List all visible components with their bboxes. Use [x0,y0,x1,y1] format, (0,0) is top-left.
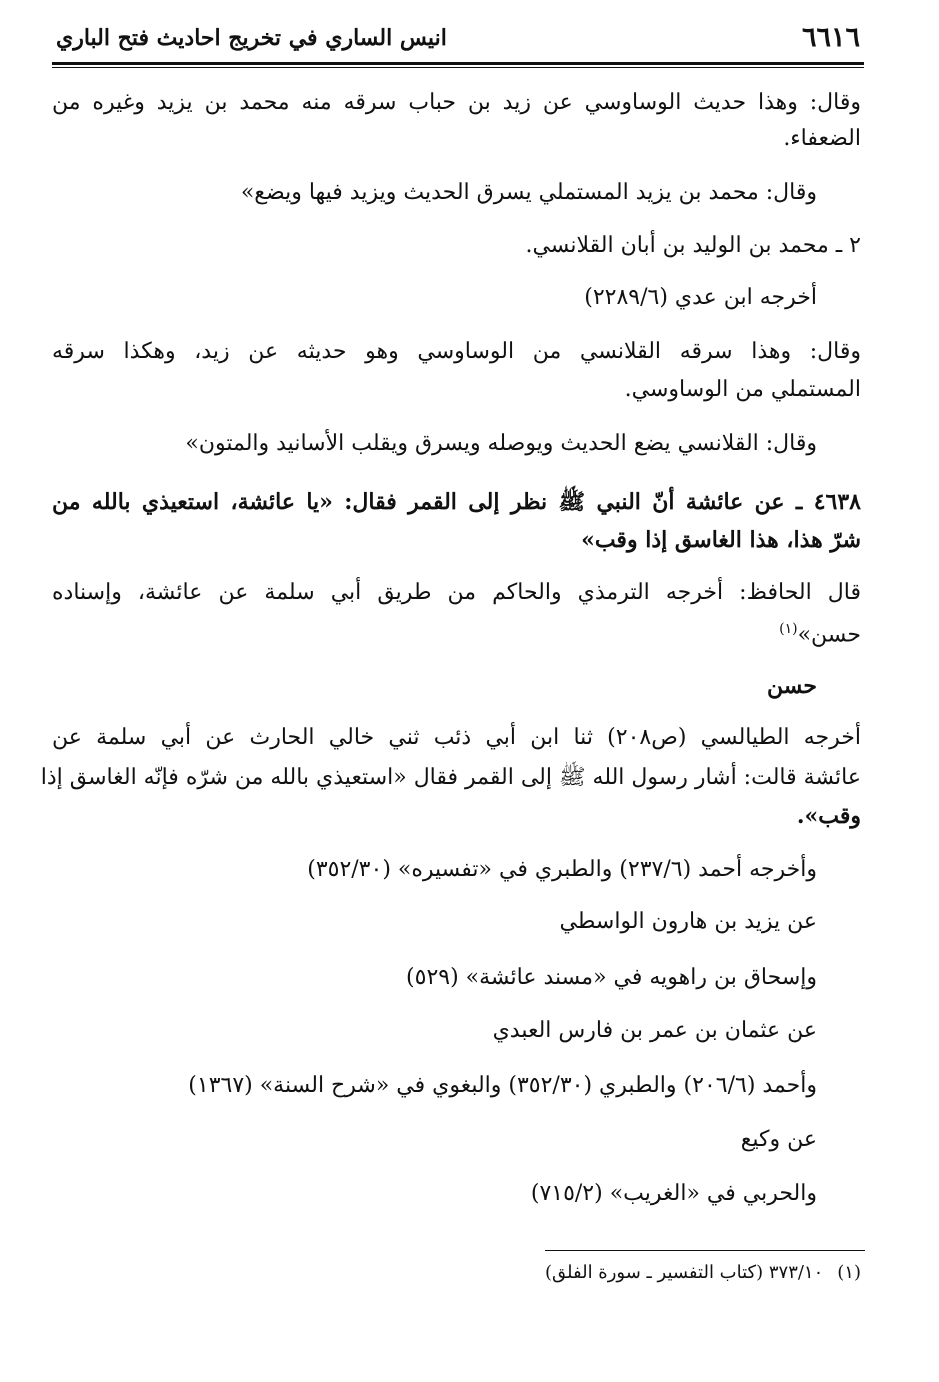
text-line: عن عثمان بن عمر بن فارس العبدي [492,1018,817,1043]
text-line: وأحمد (٢٠٦/٦) والطبري (٣٥٢/٣٠) والبغوي في «شرح السنة» (١٣٦٧) [188,1073,817,1098]
grade-heading: حسن [767,673,817,699]
text-line: وقال: وهذا حديث الوساوسي عن زيد بن حباب سرقه منه محمد بن يزيد وغيره من [52,90,861,115]
text-line: المستملي من الوساوسي. [624,377,861,402]
text-line: عائشة قالت: أشار رسول الله ﷺ إلى القمر فقال «استعيذي بالله من شرّه فإنّه الغاسق إذا [40,765,861,790]
list-entry: ٢ ـ محمد بن الوليد بن أبان القلانسي. [525,233,861,258]
hadith-text: شرّ هذا، هذا الغاسق إذا وقب» [581,527,861,553]
text-line: وقال: محمد بن يزيد المستملي يسرق الحديث ويزيد فيها ويضع» [240,180,817,205]
text-line: قال الحافظ: أخرجه الترمذي والحاكم من طريق أبي سلمة عن عائشة، وإسناده [52,580,861,605]
text-line: وقال: وهذا سرقه القلانسي من الوساوسي وهو حديثه عن زيد، وهكذا سرقه [52,339,861,364]
text-line: وقال: القلانسي يضع الحديث ويوصله ويسرق ويقلب الأسانيد والمتون» [185,431,817,456]
footnote-rule [545,1250,865,1251]
running-title: انيس الساري في تخريج احاديث فتح الباري [56,25,447,51]
text-line: وأخرجه أحمد (٢٣٧/٦) والطبري في «تفسيره» (٣٥٢/٣٠) [307,857,817,882]
footnote-text: ٣٧٣/١٠ (كتاب التفسير ـ سورة الفلق) [544,1262,824,1283]
hadith-text: ٤٦٣٨ ـ عن عائشة أنّ النبي ﷺ نظر إلى القمر فقال: «يا عائشة، استعيذي بالله من [52,489,861,515]
text-line: أخرجه الطيالسي (ص٢٠٨) ثنا ابن أبي ذئب ثني خالي الحارث عن أبي سلمة عن [52,725,861,750]
text-line: عن وكيع [740,1127,817,1152]
text-line: حسن»$^{(١)}$ [779,621,861,648]
header-rule-thin [52,67,864,68]
footnote-reference: (١) [779,621,798,637]
text-line: أخرجه ابن عدي (٢٢٨٩/٦) [584,285,817,310]
footnote [545,1258,861,1288]
text-line: والحربي في «الغريب» (٧١٥/٢) [530,1181,817,1206]
page-number: ٦٦١٦ [801,22,860,53]
text-line: الضعفاء. [783,126,861,151]
header-rule [52,62,864,65]
footnote-mark: (١) [837,1262,861,1283]
page-header [52,18,864,58]
text-line: عن يزيد بن هارون الواسطي [559,909,817,934]
text-line: وإسحاق بن راهويه في «مسند عائشة» (٥٢٩) [406,965,817,990]
text-line: وقب». [796,803,861,829]
